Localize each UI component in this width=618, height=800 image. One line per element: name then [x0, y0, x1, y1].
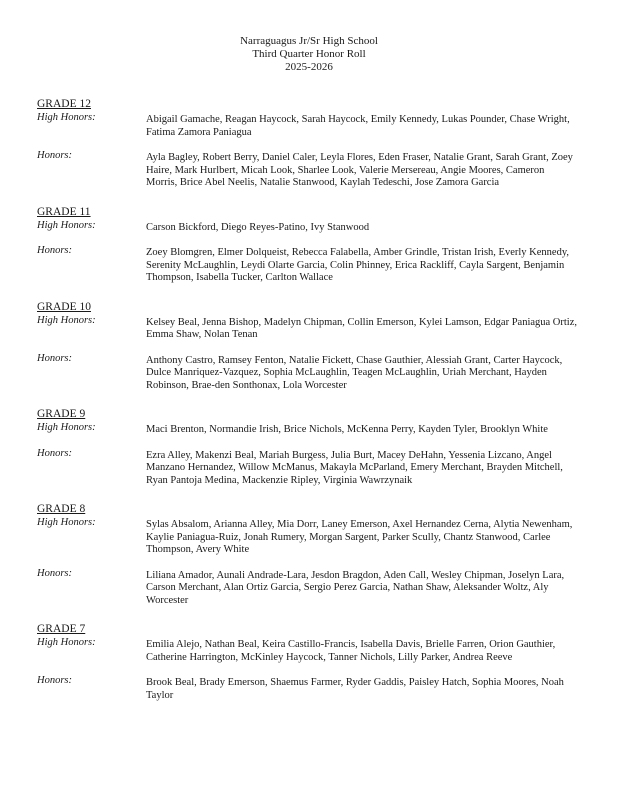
- grade-title: GRADE 8: [37, 503, 86, 515]
- high-honors-label: High Honors:: [37, 422, 96, 433]
- grade-title: GRADE 7: [37, 623, 86, 635]
- grade-section: [37, 301, 577, 393]
- honors-names: Ayla Bagley, Robert Berry, Daniel Caler, Leyla Flores, Eden Fraser, Natalie Grant, Sarah Grant, Zoey Haire, Mark Hurlbert, Micah Look, Sharlee Look, Valerie Mersereau, Angie Moores, Cameron Morris, Brice Abel Neelis, Natalie Stanwood, Kaylah Tedeschi, Jose Zamora Garcia: [146, 152, 573, 188]
- honors-names: Anthony Castro, Ramsey Fenton, Natalie Fickett, Chase Gauthier, Alessiah Grant, Carter Haycock, Dulce Manriquez-Vazquez, Sophia McLaughlin, Teagen McLaughlin, Uriah Merchant, Hayden Robinson, Brae-den Sonthonax, Lola Worcester: [146, 354, 563, 391]
- honors-label: Honors:: [37, 150, 73, 161]
- grade-title: GRADE 11: [37, 205, 91, 218]
- honors-row: [37, 150, 577, 190]
- high-honors-label: High Honors:: [37, 517, 96, 528]
- honors-names: Zoey Blomgren, Elmer Dolqueist, Rebecca Falabella, Amber Grindle, Tristan Irish, Everly Kennedy, Serenity McLaughlin, Leydi Olarte Garcia, Colin Phinney, Erica Rackliff, Cayla Sargent, Benjamin Thompson, Isabella Tucker, Carlton Wallace: [146, 247, 570, 283]
- school-year: 2025-2026: [285, 61, 333, 73]
- high-honors-row: [37, 517, 577, 557]
- honors-label: Honors:: [37, 352, 73, 364]
- grade-title: GRADE 10: [37, 300, 91, 313]
- grade-section: [37, 503, 577, 607]
- honor-roll-list: [37, 98, 577, 718]
- grade-section: [37, 623, 577, 702]
- high-honors-row: [37, 422, 577, 437]
- high-honors-row: [37, 637, 577, 664]
- honors-row: [37, 353, 577, 393]
- honors-names: Ezra Alley, Makenzi Beal, Mariah Burgess, Julia Burt, Macey DeHahn, Yessenia Lizcano, Angel Manzano Hernandez, Willow McManus, Makayla McParland, Emery Merchant, Brayden Mitchell, Ryan Pantoja Medina, Mackenzie Ripley, Virginia Wawrzynaik: [146, 449, 563, 486]
- high-honors-names: Kelsey Beal, Jenna Bishop, Madelyn Chipman, Collin Emerson, Kylei Lamson, Edgar Paniagua Ortiz, Emma Shaw, Nolan Tenan: [146, 316, 578, 340]
- document-title: Third Quarter Honor Roll: [252, 48, 366, 60]
- high-honors-label: High Honors:: [37, 637, 96, 648]
- high-honors-names: Emilia Alejo, Nathan Beal, Keira Castillo-Francis, Isabella Davis, Brielle Farren, Orion Gauthier, Catherine Harrington, McKinley Haycock, Tanner Nichols, Lilly Parker, Andrea Reeve: [146, 639, 556, 663]
- high-honors-row: [37, 315, 577, 342]
- high-honors-label: High Honors:: [37, 219, 96, 231]
- honors-label: Honors:: [37, 447, 73, 459]
- document-header: [0, 35, 618, 74]
- high-honors-names: Sylas Absalom, Arianna Alley, Mia Dorr, Laney Emerson, Axel Hernandez Cerna, Alytia Newenham, Kaylie Paniagua-Ruiz, Jonah Rumery, Morgan Sargent, Parker Scully, Chantz Stanwood, Carlee Thompson, Avery White: [146, 519, 573, 555]
- honors-label: Honors:: [37, 567, 73, 579]
- grade-title: GRADE 9: [37, 408, 86, 420]
- grade-section: [37, 206, 577, 285]
- honors-label: Honors:: [37, 675, 73, 686]
- honors-label: Honors:: [37, 245, 73, 256]
- honors-row: [37, 448, 577, 488]
- high-honors-label: High Honors:: [37, 314, 96, 326]
- grade-title: GRADE 12: [37, 98, 91, 110]
- honors-row: [37, 568, 577, 608]
- grade-section: [37, 408, 577, 487]
- grade-section: [37, 98, 577, 190]
- high-honors-names: Maci Brenton, Normandie Irish, Brice Nichols, McKenna Perry, Kayden Tyler, Brooklyn White: [146, 424, 548, 435]
- high-honors-names: Carson Bickford, Diego Reyes-Patino, Ivy Stanwood: [146, 221, 370, 233]
- high-honors-row: [37, 112, 577, 139]
- high-honors-label: High Honors:: [37, 112, 96, 123]
- high-honors-row: [37, 220, 577, 235]
- honors-names: Brook Beal, Brady Emerson, Shaemus Farmer, Ryder Gaddis, Paisley Hatch, Sophia Moores, Noah Taylor: [146, 677, 564, 701]
- honors-row: [37, 675, 577, 702]
- honors-names: Liliana Amador, Aunali Andrade-Lara, Jesdon Bragdon, Aden Call, Wesley Chipman, Joselyn Lara, Carson Merchant, Alan Ortiz Garcia, Sergio Perez Garcia, Nathan Shaw, Aleksander Woltz, Aly Worcester: [146, 569, 565, 606]
- school-name: Narraguagus Jr/Sr High School: [240, 35, 378, 47]
- high-honors-names: Abigail Gamache, Reagan Haycock, Sarah Haycock, Emily Kennedy, Lukas Pounder, Chase Wright, Fatima Zamora Paniagua: [146, 114, 570, 138]
- honors-row: [37, 245, 577, 285]
